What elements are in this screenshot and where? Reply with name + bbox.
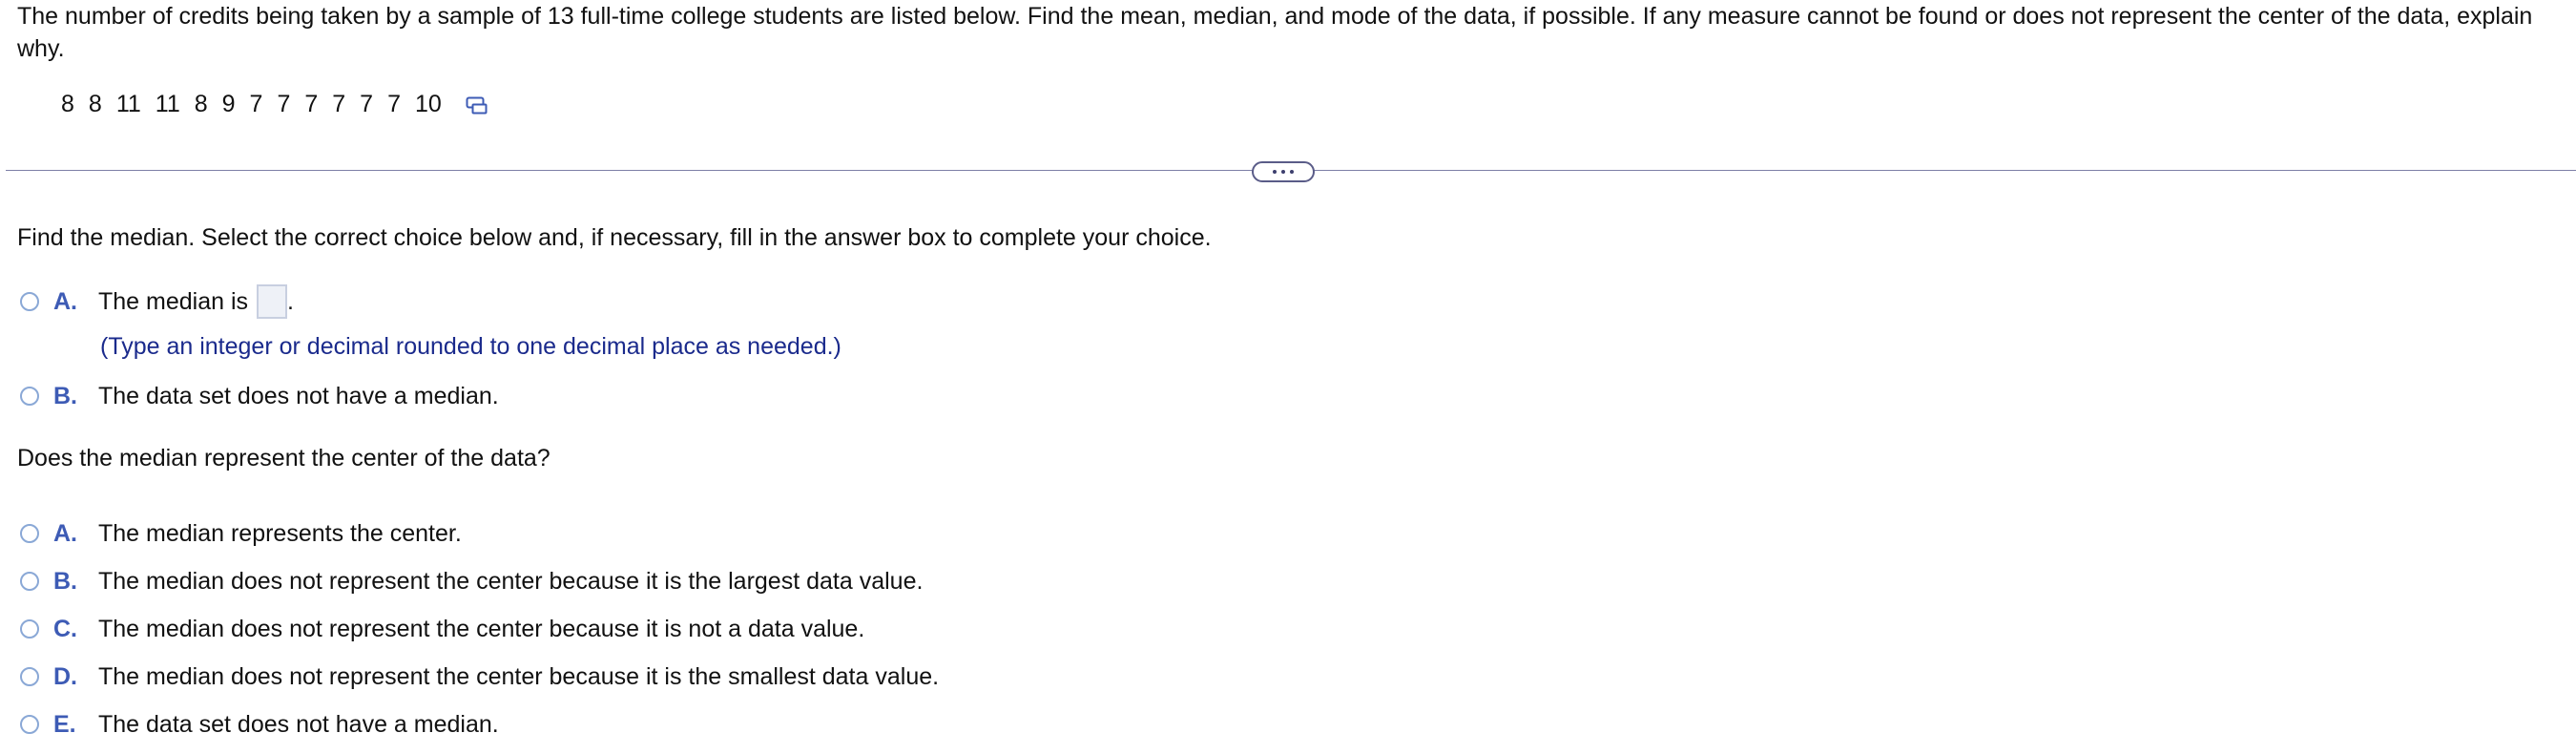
- data-values-row: [61, 84, 488, 124]
- problem-statement: The number of credits being taken by a sample of 13 full-time college students are listed below. Find the mean, median, and mode of the data, if possible. If any measure cannot be found or does not represent the center of the data, explain why.: [17, 3, 2533, 62]
- data-value: 7: [304, 91, 319, 117]
- option-letter: B.: [53, 383, 77, 409]
- option-text: The median does not represent the center because it is not a data value.: [98, 616, 865, 642]
- radio-button[interactable]: [20, 667, 39, 686]
- option-text-suffix: .: [287, 288, 294, 315]
- data-value: 7: [387, 91, 401, 117]
- center-option-d[interactable]: [20, 660, 939, 693]
- radio-button[interactable]: [20, 619, 39, 639]
- median-answer-input[interactable]: [257, 284, 287, 319]
- median-option-b[interactable]: [20, 380, 499, 412]
- median-instruction: Find the median. Select the correct choice below and, if necessary, fill in the answer box to complete your choice.: [17, 224, 1212, 251]
- data-value: 11: [115, 91, 141, 117]
- radio-button[interactable]: [20, 292, 39, 311]
- data-value: 7: [277, 91, 291, 117]
- option-text: The median is: [98, 288, 249, 315]
- data-value: 7: [332, 91, 346, 117]
- radio-button[interactable]: [20, 572, 39, 591]
- center-option-b[interactable]: [20, 565, 923, 597]
- data-value: 11: [155, 91, 180, 117]
- center-option-a[interactable]: [20, 517, 462, 550]
- data-value: 10: [414, 91, 442, 117]
- data-value: 7: [249, 91, 263, 117]
- data-value: 8: [88, 91, 102, 117]
- option-text: The median represents the center.: [98, 520, 462, 547]
- radio-button[interactable]: [20, 387, 39, 406]
- center-option-e[interactable]: [20, 708, 499, 741]
- radio-button[interactable]: [20, 524, 39, 543]
- median-option-a[interactable]: [20, 284, 294, 319]
- option-text: The data set does not have a median.: [98, 383, 499, 409]
- option-letter: C.: [53, 616, 77, 642]
- option-letter: B.: [53, 568, 77, 595]
- option-text: The median does not represent the center because it is the smallest data value.: [98, 663, 940, 690]
- center-question: Does the median represent the center of the data?: [17, 445, 551, 471]
- copy-data-icon[interactable]: [466, 92, 488, 124]
- option-text: The median does not represent the center because it is the largest data value.: [98, 568, 924, 595]
- expand-dots-icon[interactable]: [1252, 161, 1315, 182]
- option-letter: E.: [53, 711, 76, 738]
- data-value: 7: [360, 91, 374, 117]
- answer-hint: (Type an integer or decimal rounded to one decimal place as needed.): [100, 333, 841, 360]
- data-value: 9: [221, 91, 236, 117]
- data-value: 8: [194, 91, 208, 117]
- option-letter: D.: [53, 663, 77, 690]
- data-value: 8: [61, 91, 74, 117]
- option-letter: A.: [53, 288, 77, 315]
- radio-button[interactable]: [20, 715, 39, 734]
- option-text: The data set does not have a median.: [98, 711, 499, 738]
- option-letter: A.: [53, 520, 77, 547]
- center-option-c[interactable]: [20, 613, 864, 645]
